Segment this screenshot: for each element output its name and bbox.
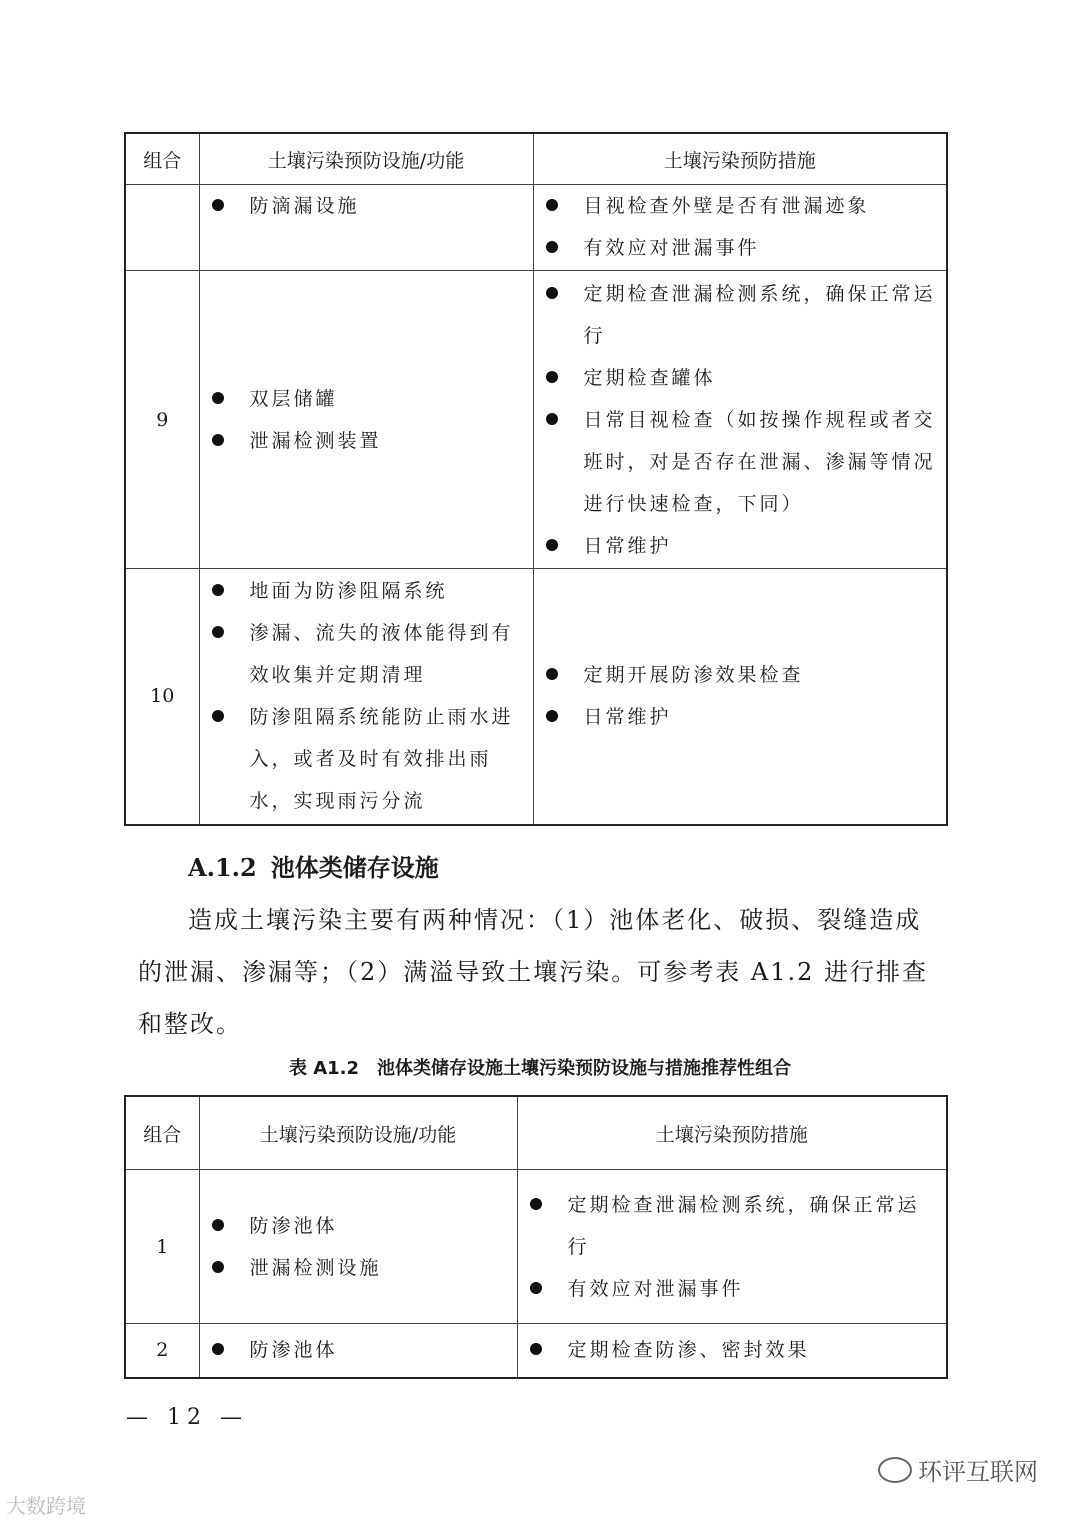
table-row <box>125 569 947 825</box>
table-row <box>125 1324 947 1378</box>
table-row <box>125 185 947 271</box>
header-group: 组合 <box>125 1096 199 1170</box>
list-item: 防渗池体 <box>200 1205 517 1247</box>
list-item: 定期检查泄漏检测系统，确保正常运行 <box>534 273 947 357</box>
wechat-icon <box>878 1457 912 1483</box>
list-item: 泄漏检测设施 <box>200 1247 517 1289</box>
list-item: 防滴漏设施 <box>200 185 533 227</box>
watermark-left: 大数跨境 <box>6 1494 86 1518</box>
header-measure: 土壤污染预防措施 <box>533 133 947 185</box>
header-group: 组合 <box>125 133 199 185</box>
list-item: 渗漏、流失的液体能得到有效收集并定期清理 <box>200 612 533 696</box>
page-number: — 12 — <box>126 1405 248 1430</box>
header-measure: 土壤污染预防措施 <box>517 1096 947 1170</box>
list-item: 地面为防渗阻隔系统 <box>200 570 533 612</box>
list-item: 定期检查泄漏检测系统，确保正常运行 <box>518 1184 947 1268</box>
list-item: 日常维护 <box>534 696 947 738</box>
table-row <box>125 271 947 569</box>
section-heading <box>188 848 439 883</box>
list-item: 定期开展防渗效果检查 <box>534 654 947 696</box>
table-1 <box>124 132 948 826</box>
list-item: 目视检查外壁是否有泄漏迹象 <box>534 185 947 227</box>
list-item: 双层储罐 <box>200 378 533 420</box>
list-item: 有效应对泄漏事件 <box>518 1268 947 1310</box>
row-group: 9 <box>125 271 199 569</box>
row-measures <box>533 185 947 271</box>
row-facility <box>199 271 533 569</box>
row-facility <box>199 1170 517 1324</box>
row-group: 1 <box>125 1170 199 1324</box>
list-item: 泄漏检测装置 <box>200 420 533 462</box>
table-2 <box>124 1095 948 1379</box>
table-row <box>125 1170 947 1324</box>
row-measures <box>517 1170 947 1324</box>
body-paragraph: 造成土壤污染主要有两种情况：（1）池体老化、破损、裂缝造成的泄漏、渗漏等；（2）满溢导致土壤污染。可参考表 A1.2 进行排查和整改。 <box>138 906 929 1038</box>
row-measures <box>517 1324 947 1378</box>
row-measures <box>533 569 947 825</box>
list-item: 有效应对泄漏事件 <box>534 227 947 269</box>
table-caption: 表 A1.2 池体类储存设施土壤污染预防设施与措施推荐性组合 <box>288 1058 792 1079</box>
list-item: 日常维护 <box>534 525 947 567</box>
row-facility <box>199 569 533 825</box>
header-facility: 土壤污染预防设施/功能 <box>199 133 533 185</box>
row-facility <box>199 185 533 271</box>
list-item: 定期检查罐体 <box>534 357 947 399</box>
list-item: 日常目视检查（如按操作规程或者交班时，对是否存在泄漏、渗漏等情况进行快速检查，下同） <box>534 399 947 525</box>
watermark-right <box>878 1452 1038 1487</box>
list-item: 定期检查防渗、密封效果 <box>518 1329 947 1371</box>
list-item: 防渗池体 <box>200 1329 517 1371</box>
row-measures <box>533 271 947 569</box>
list-item: 防渗阻隔系统能防止雨水进入，或者及时有效排出雨水，实现雨污分流 <box>200 696 533 822</box>
table-1-header-row <box>125 133 947 185</box>
section-title: 池体类储存设施 <box>270 854 439 882</box>
row-group: 10 <box>125 569 199 825</box>
row-facility <box>199 1324 517 1378</box>
row-group <box>125 185 199 271</box>
header-facility: 土壤污染预防设施/功能 <box>199 1096 517 1170</box>
row-group: 2 <box>125 1324 199 1378</box>
watermark-right-text: 环评互联网 <box>918 1458 1038 1486</box>
table-2-header-row <box>125 1096 947 1170</box>
section-number: A.1.2 <box>188 853 257 882</box>
